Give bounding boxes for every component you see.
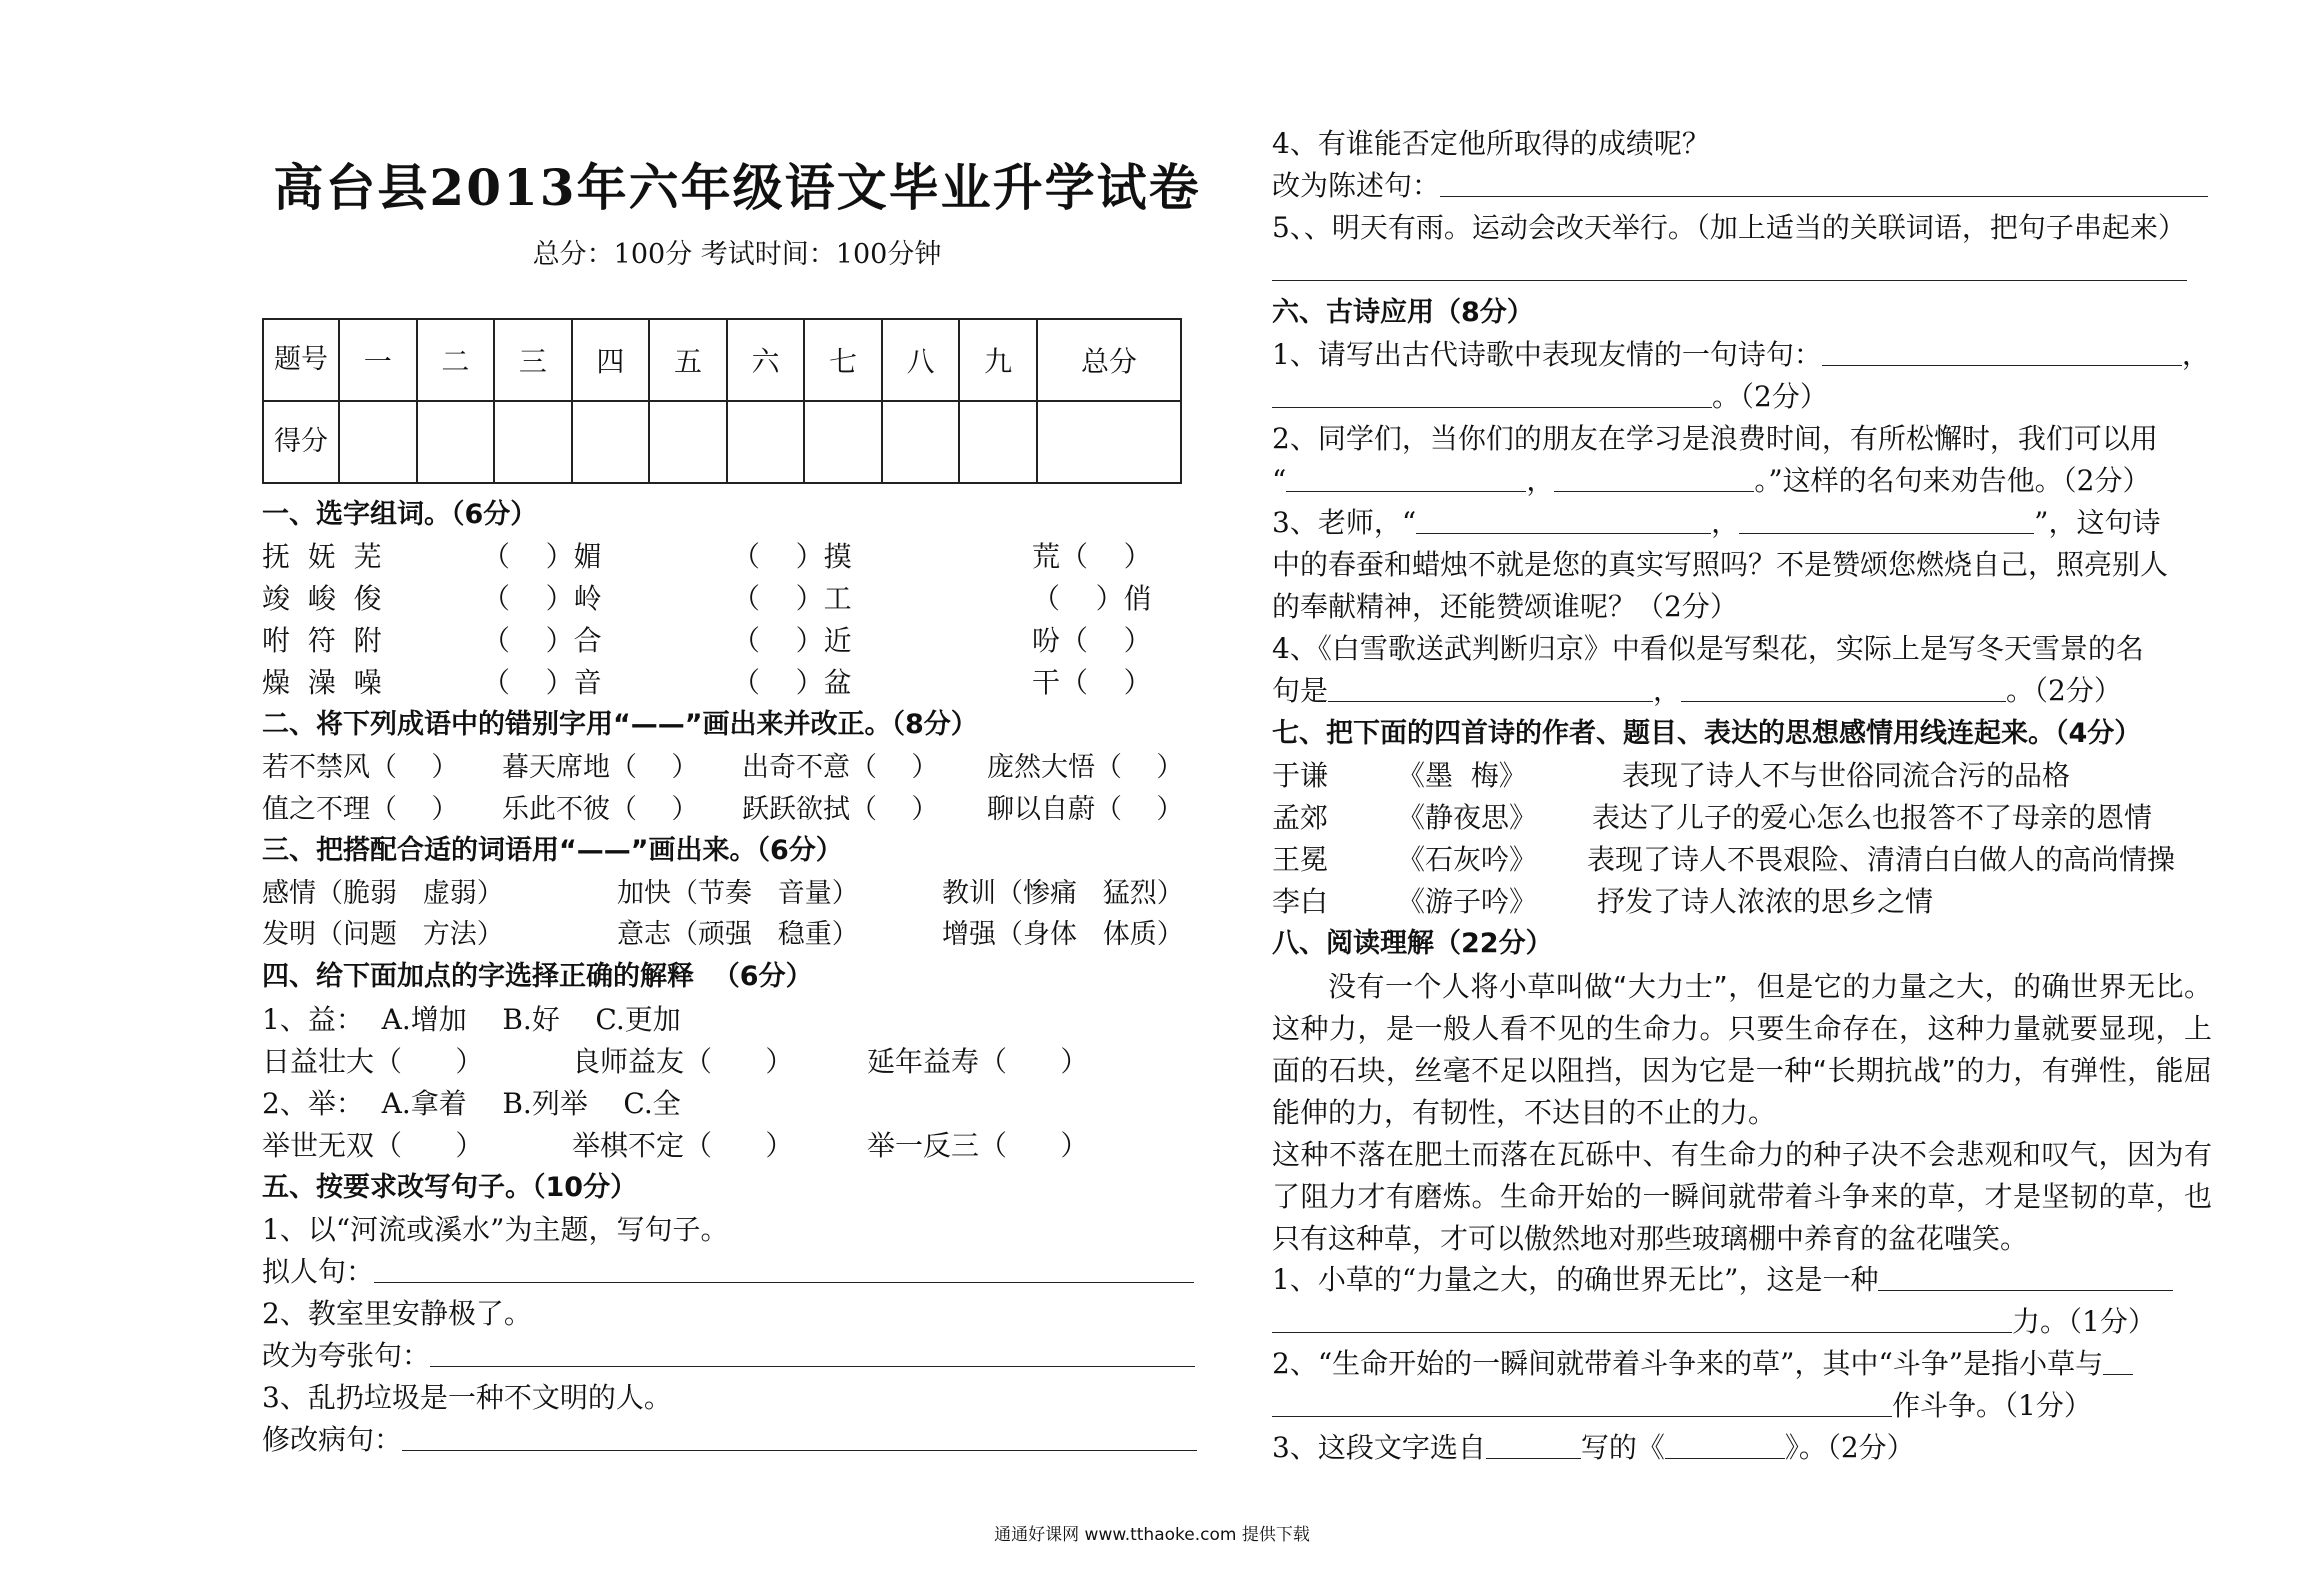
score-cell: [804, 401, 882, 483]
s1-cell: 咐 符 附: [262, 624, 382, 657]
s5-q4-answer: [1272, 166, 2208, 206]
s1-cell: 干（ ）: [1032, 666, 1152, 699]
section-3-heading: 三、把搭配合适的词语用“——”画出来。（6分）: [262, 835, 843, 866]
s8-q3: [1272, 1428, 1915, 1468]
s6-q2-open: “: [1272, 464, 1287, 497]
s5-q4: 4、有谁能否定他所取得的成绩呢？: [1272, 127, 1710, 160]
s8-q1-text: 1、小草的“力量之大，的确世界无比”，这是一种: [1272, 1263, 1879, 1296]
answer-blank[interactable]: [1486, 1428, 1581, 1459]
s5-q3-answer: [262, 1420, 1197, 1460]
s5-q4-label: 改为陈述句：: [1272, 169, 1441, 202]
score-header-cell: 三: [494, 319, 572, 401]
poet-name: 于谦: [1272, 759, 1329, 792]
s2-cell: 乐此不彼（ ）: [502, 794, 699, 825]
answer-blank[interactable]: [1286, 461, 1526, 492]
s2-cell: 聊以自蔚（ ）: [987, 794, 1184, 825]
poem-title: 《石灰吟》: [1397, 843, 1538, 876]
s4-item: 日益壮大（ ）: [262, 1045, 484, 1078]
s7-row: [1272, 798, 2152, 838]
s4-q2: 2、举： A.拿着 B.列举 C.全: [262, 1087, 681, 1120]
s6-q1: 1、请写出古代诗歌中表现友情的一句诗句： ，: [1272, 335, 2210, 375]
score-header-cell: 五: [649, 319, 727, 401]
s8-q2-text: 2、“生命开始的一瞬间就带着斗争来的草”，其中“斗争”是指小草与: [1272, 1347, 2104, 1380]
section-8-heading: 八、阅读理解（22分）: [1272, 928, 1553, 959]
section-6-heading: 六、古诗应用（8分）: [1272, 297, 1534, 328]
s6-q2-line2: “ ， 。”这样的名句来劝告他。（2分）: [1272, 461, 2150, 501]
s5-q5-answer: [1272, 250, 2187, 281]
s3-cell: 发明（问题 方法）: [262, 919, 504, 950]
s8-q3-mid: 写的《: [1580, 1431, 1665, 1464]
s1-cell: （ ）摸: [732, 540, 852, 573]
s6-q1-end: 。（2分）: [1712, 380, 1828, 413]
poet-name: 孟郊: [1272, 801, 1329, 834]
s4-item: 良师益友（ ）: [572, 1045, 794, 1078]
s6-q4-line2: 句是 ， 。（2分）: [1272, 671, 2122, 711]
score-header-cell: 题号: [263, 319, 339, 401]
score-cell: [1037, 401, 1181, 483]
answer-blank[interactable]: [1665, 1428, 1785, 1459]
score-header-cell: 一: [339, 319, 417, 401]
answer-blank[interactable]: [1272, 250, 2187, 281]
s6-q1-text: 1、请写出古代诗歌中表现友情的一句诗句：: [1272, 338, 1822, 371]
s6-q4-end: 。（2分）: [2006, 674, 2122, 707]
s2-cell: 跃跃欲拭（ ）: [742, 794, 939, 825]
s4-q2-items: [262, 1126, 1167, 1166]
s3-row: [262, 874, 1222, 914]
poem-feeling: 表达了儿子的爱心怎么也报答不了母亲的恩情: [1592, 801, 2153, 834]
s2-cell: 若不禁风（ ）: [262, 752, 459, 783]
answer-blank[interactable]: [1739, 503, 2034, 534]
score-cell: [417, 401, 495, 483]
answer-blank[interactable]: [1272, 1386, 1892, 1417]
score-header-cell: 九: [959, 319, 1037, 401]
answer-blank[interactable]: [374, 1252, 1194, 1283]
s6-q2-close: 。”这样的名句来劝告他。（2分）: [1754, 464, 2151, 497]
s4-item: 举一反三（ ）: [867, 1129, 1089, 1162]
s1-row: [262, 579, 1212, 619]
s1-cell: 荒（ ）: [1032, 540, 1152, 573]
score-header-cell: 七: [804, 319, 882, 401]
s1-cell: 吩（ ）: [1032, 624, 1152, 657]
score-table-score-row: [263, 401, 1181, 483]
answer-blank[interactable]: [1416, 503, 1711, 534]
score-cell: [572, 401, 650, 483]
s1-cell: 燥 澡 噪: [262, 666, 382, 699]
s5-q1: 1、以“河流或溪水”为主题，写句子。: [262, 1213, 729, 1246]
poem-title: 《游子吟》: [1397, 885, 1538, 918]
s1-cell: （ ）媚: [482, 540, 602, 573]
score-header-cell: 八: [882, 319, 960, 401]
score-header-cell: 二: [417, 319, 495, 401]
s8-q1: [1272, 1260, 2173, 1300]
s6-q2: 2、同学们，当你们的朋友在学习是浪费时间，有所松懈时，我们可以用: [1272, 422, 2158, 455]
section-5-heading: 五、按要求改写句子。（10分）: [262, 1172, 638, 1203]
s2-row: [262, 790, 1202, 830]
section-4-heading: 四、给下面加点的字选择正确的解释 （6分）: [262, 961, 813, 992]
s6-q4: 4、《白雪歌送武判断归京》中看似是写梨花，实际上是写冬天雪景的名: [1272, 632, 2144, 665]
s5-q5: 5、、明天有雨。运动会改天举行。（加上适当的关联词语，把句子串起来）: [1272, 211, 2186, 244]
s4-item: 举棋不定（ ）: [572, 1129, 794, 1162]
s3-cell: 意志（顽强 稳重）: [617, 919, 859, 950]
s5-q1-label: 拟人句：: [262, 1255, 375, 1288]
reading-paragraph-1: 没有一个人将小草叫做“大力士”，但是它的力量之大，的确世界无比。这种力，是一般人看不见的生命力。只要生命存在，这种力量就要显现，上面的石块，丝毫不足以阻挡，因为它是一种“长期抗战”的力，有弹性，能屈能伸的力，有韧性，不达目的不止的力。: [1272, 970, 2212, 1129]
s2-cell: 值之不理（ ）: [262, 794, 459, 825]
s8-q2-end: 作斗争。（1分）: [1892, 1389, 2092, 1422]
section-1-heading: 一、选字组词。（6分）: [262, 499, 538, 530]
answer-blank[interactable]: [1878, 1260, 2173, 1291]
s4-q1: 1、益： A.增加 B.好 C.更加: [262, 1003, 681, 1036]
s1-cell: （ ）合: [482, 624, 602, 657]
s5-q2-label: 改为夸张句：: [262, 1339, 431, 1372]
s4-q1-items: [262, 1042, 1167, 1082]
score-cell: [727, 401, 805, 483]
answer-blank[interactable]: [1554, 461, 1754, 492]
score-table-header-row: [263, 319, 1181, 401]
s8-q1-end: 力。（1分）: [2012, 1305, 2156, 1338]
score-cell: [494, 401, 572, 483]
answer-blank[interactable]: [1440, 166, 2208, 197]
s3-cell: 感情（脆弱 虚弱）: [262, 878, 504, 909]
s8-q1-line2: [1272, 1302, 2156, 1342]
s1-cell: （ ）岭: [482, 582, 602, 615]
s8-q2-line2: [1272, 1386, 2092, 1426]
s5-q3: 3、乱扔垃圾是一种不文明的人。: [262, 1381, 672, 1414]
poem-title: 《墨 梅》: [1397, 759, 1527, 792]
exam-title: 高台县2013年六年级语文毕业升学试卷: [273, 158, 1201, 217]
s1-cell: （ ）音: [482, 666, 602, 699]
s2-cell: 出奇不意（ ）: [742, 752, 939, 783]
s1-cell: （ ）俏: [1032, 582, 1152, 615]
section-2-heading: 二、将下列成语中的错别字用“——”画出来并改正。（8分）: [262, 709, 978, 740]
s3-cell: 教训（惨痛 猛烈）: [942, 878, 1184, 909]
answer-blank[interactable]: [1822, 335, 2182, 366]
page-footer: 通通好课网 www.tthaoke.com 提供下载: [994, 1525, 1310, 1545]
answer-blank[interactable]: [1272, 377, 1712, 408]
answer-blank[interactable]: [1272, 1302, 2012, 1333]
s5-q2: 2、教室里安静极了。: [262, 1297, 532, 1330]
s8-q2: [1272, 1344, 2133, 1384]
s2-cell: 庞然大悟（ ）: [987, 752, 1184, 783]
poem-feeling: 表现了诗人不与世俗同流合污的品格: [1622, 759, 2071, 792]
s1-cell: 竣 峻 俊: [262, 582, 382, 615]
section-7-heading: 七、把下面的四首诗的作者、题目、表达的思想感情用线连起来。（4分）: [1272, 718, 2142, 749]
s6-q3-start: 3、老师，“: [1272, 506, 1417, 539]
score-cell: [959, 401, 1037, 483]
exam-subtitle: 总分：100分 考试时间：100分钟: [532, 239, 942, 270]
answer-blank[interactable]: [1328, 671, 1653, 702]
score-row-label: 得分: [263, 401, 339, 483]
s8-q3-text: 3、这段文字选自: [1272, 1431, 1486, 1464]
s1-cell: （ ）工: [732, 582, 852, 615]
s1-cell: （ ）近: [732, 624, 852, 657]
score-cell: [882, 401, 960, 483]
s2-row: [262, 748, 1202, 788]
s7-row: [1272, 756, 2070, 796]
s1-cell: 抚 妩 芜: [262, 540, 382, 573]
answer-blank[interactable]: [430, 1336, 1195, 1367]
score-cell: [339, 401, 417, 483]
s5-q3-label: 修改病句：: [262, 1423, 403, 1456]
answer-blank[interactable]: [1681, 671, 2006, 702]
s4-item: 延年益寿（ ）: [867, 1045, 1089, 1078]
s6-q3-line2: 中的春蚕和蜡烛不就是您的真实写照吗？不是赞颂您燃烧自己，照亮别人: [1272, 548, 2169, 581]
s6-q4-label: 句是: [1272, 674, 1329, 707]
score-header-cell: 总分: [1037, 319, 1181, 401]
s6-q1-line2: [1272, 377, 1828, 417]
answer-blank[interactable]: [2103, 1344, 2133, 1375]
score-header-cell: 四: [572, 319, 650, 401]
s6-q3-line3: 的奉献精神，还能赞颂谁呢？（2分）: [1272, 590, 1738, 623]
s3-cell: 加快（节奏 音量）: [617, 878, 859, 909]
poem-title: 《静夜思》: [1397, 801, 1538, 834]
poem-feeling: 抒发了诗人浓浓的思乡之情: [1597, 885, 1934, 918]
s8-q3-end: 》。（2分）: [1784, 1431, 1915, 1464]
s1-cell: （ ）盆: [732, 666, 852, 699]
s7-row: [1272, 882, 1933, 922]
score-table: [262, 318, 1182, 484]
score-header-cell: 六: [727, 319, 805, 401]
score-cell: [649, 401, 727, 483]
s3-cell: 增强（身体 体质）: [942, 919, 1184, 950]
poet-name: 李白: [1272, 885, 1329, 918]
s4-item: 举世无双（ ）: [262, 1129, 484, 1162]
s2-cell: 暮天席地（ ）: [502, 752, 699, 783]
s6-q3: 3、老师，“ ， ”，这句诗: [1272, 503, 2160, 543]
poem-feeling: 表现了诗人不畏艰险、清清白白做人的高尚情操: [1587, 843, 2176, 876]
answer-blank[interactable]: [402, 1420, 1197, 1451]
s5-q2-answer: [262, 1336, 1195, 1376]
reading-paragraph-2: 这种不落在肥土而落在瓦砾中、有生命力的种子决不会悲观和叹气，因为有了阻力才有磨炼。生命开始的一瞬间就带着斗争来的草，才是坚韧的草，也只有这种草，才可以傲然地对那些玻璃棚中养育的盆花嗤笑。: [1272, 1138, 2212, 1255]
s1-row: [262, 537, 1212, 577]
s6-q3-end: ”，这句诗: [2034, 506, 2161, 539]
s7-row: [1272, 840, 2175, 880]
s1-row: [262, 663, 1212, 703]
s1-row: [262, 621, 1212, 661]
poet-name: 王冕: [1272, 843, 1329, 876]
s3-row: [262, 915, 1222, 955]
s5-q1-answer: [262, 1252, 1194, 1292]
